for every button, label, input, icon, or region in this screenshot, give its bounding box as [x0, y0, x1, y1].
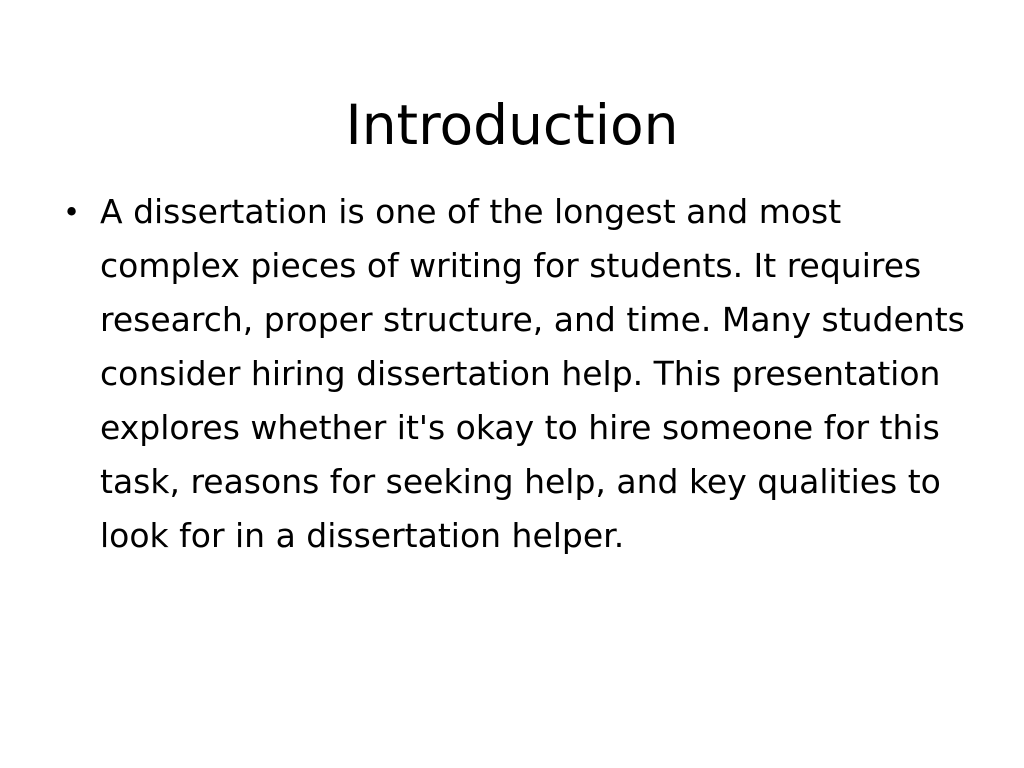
bullet-point-icon: •	[63, 195, 81, 229]
bullet-list	[55, 185, 980, 563]
page-title: Introduction	[345, 92, 679, 157]
slide-body	[55, 185, 980, 563]
list-item	[55, 185, 980, 563]
bullet-text: A dissertation is one of the longest and most complex pieces of writing for students. It requires research, proper structure, and time. Many students consider hiring dissertation help. This presentation explores whether it's okay to hire someone for this task, reasons for seeking help, and key qualities to look for in a dissertation helper.	[100, 192, 965, 555]
